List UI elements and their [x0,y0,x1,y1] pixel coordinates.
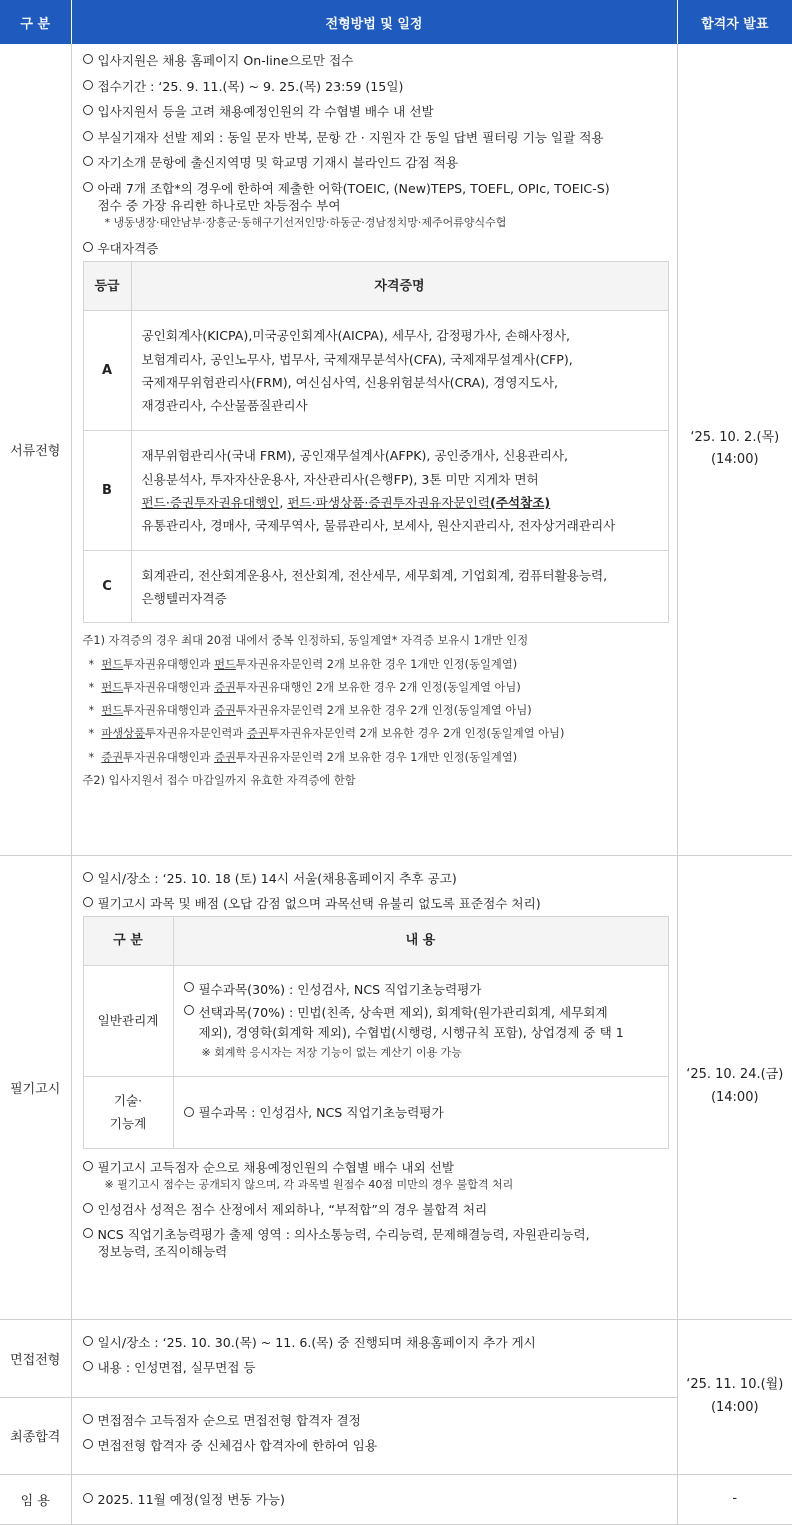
list-item: NCS 직업기초능력평가 출제 영역 : 의사소통능력, 수리능력, 문제해결능력, 자원관리능력, 정보능력, 조직이해능력 [83,1226,666,1260]
interview-final-result: ‘25. 11. 10.(월) (14:00) [677,1319,792,1474]
document-screening-label: 서류전형 [0,44,71,855]
list-item: 접수기간 : ‘25. 9. 11.(목) ~ 9. 25.(목) 23:59 (15일) [83,78,666,95]
list-item: 우대자격증 [83,240,666,257]
circle-bullet-icon [83,897,93,907]
circle-bullet-icon [184,1005,194,1015]
table-row [83,551,668,623]
header-method: 전형방법 및 일정 [71,0,677,44]
cert-header-name: 자격증명 [131,262,668,311]
combo-note: * 파생상품투자권유자문인력과 증권투자권유자문인력 2개 보유한 경우 2개 인정(동일계열 아님) [88,727,565,741]
list-item: 선택과목(70%) : 민법(친족, 상속편 제외), 회계학(원가관리회계, 세무회계 제외), 경영학(회계학 제외), 수협법(시행령, 시행규칙 포함), 상업경제 중 택 1 [184,1003,658,1043]
interview-row [0,1319,792,1397]
circle-bullet-icon [83,1203,93,1213]
appointment-result: - [677,1474,792,1524]
exam-header-content: 내 용 [173,917,668,966]
circle-bullet-icon [83,105,93,115]
document-screening-content [71,44,677,855]
table-row [83,1077,668,1149]
note-2: 주2) 입사지원서 접수 마감일까지 유효한 자격증에 한함 [82,773,356,787]
table-row [83,311,668,431]
cert-header-grade: 등급 [83,262,131,311]
technical-content [173,1077,668,1149]
list-item: 필기고시 과목 및 배점 (오답 감점 없으며 과목선택 유불리 없도록 표준점수 처리) [83,895,666,912]
written-exam-content [71,855,677,1319]
circle-bullet-icon [83,182,93,192]
list-item: 2025. 11월 예정(일정 변동 가능) [83,1491,666,1508]
general-management-label: 일반관리계 [83,966,173,1077]
written-exam-label: 필기고시 [0,855,71,1319]
list-item: 필기고시 고득점자 순으로 채용예정인원의 수협별 배수 내외 선발 [83,1159,666,1176]
circle-bullet-icon [83,872,93,882]
technical-label: 기술· 기능계 [83,1077,173,1149]
written-result: ‘25. 10. 24.(금) (14:00) [677,855,792,1319]
table-row [83,431,668,551]
circle-bullet-icon [83,1228,93,1238]
interview-label: 면접전형 [0,1319,71,1397]
list-item: 내용 : 인성면접, 실무면접 등 [83,1359,666,1376]
circle-bullet-icon [184,1107,194,1117]
circle-bullet-icon [83,80,93,90]
combo-note: * 펀드투자권유대행인과 펀드투자권유자문인력 2개 보유한 경우 1개만 인정(동일계열) [88,657,518,671]
calculator-note: ※ 회계학 응시자는 저장 기능이 없는 계산기 이용 가능 [201,1046,462,1060]
circle-bullet-icon [83,1414,93,1424]
document-result: ‘25. 10. 2.(목) (14:00) [677,44,792,855]
combo-note: * 증권투자권유대행인과 증권투자권유자문인력 2개 보유한 경우 1개만 인정(동일계열) [88,750,518,764]
circle-bullet-icon [83,1361,93,1371]
list-item: 부실기재자 선발 제외 : 동일 문자 반복, 문항 간 · 지원자 간 동일 답변 필터링 기능 일괄 적용 [83,129,666,146]
note-1: 주1) 자격증의 경우 최대 20점 내에서 중복 인정하되, 동일계열* 자격증 보유시 1개만 인정 [82,634,529,648]
list-item: 입사지원서 등을 고려 채용예정인원의 각 수협별 배수 내 선발 [83,103,666,120]
grade-b: B [83,431,131,551]
appointment-row [0,1474,792,1524]
circle-bullet-icon [83,1161,93,1171]
exam-subject-table [83,916,669,1149]
grade-a-certs: 공인회계사(KICPA),미국공인회계사(AICPA), 세무사, 감정평가사, 손해사정사, 보험계리사, 공인노무사, 법무사, 국제재무분석사(CFA), 국제재무설계사(CFP), 국제재무위험관리사(FRM), 여신심사역, 신용위험분석사(CRA), 경영지도사, 재경관리사, 수산물품질관리사 [131,311,668,431]
list-item: 일시/장소 : ‘25. 10. 30.(목) ~ 11. 6.(목) 중 진행되며 채용홈페이지 추가 게시 [83,1334,666,1351]
header-category: 구 분 [0,0,71,44]
final-pass-row [0,1397,792,1474]
list-item: 면접전형 합격자 중 신체검사 합격자에 한하여 임용 [83,1437,666,1454]
circle-bullet-icon [83,131,93,141]
appointment-label: 임 용 [0,1474,71,1524]
final-pass-content [71,1397,677,1474]
list-item: 아래 7개 조합*의 경우에 한하여 제출한 어학(TOEIC, (New)TEPS, TOEFL, OPIc, TOEIC-S) 점수 중 가장 유리한 하나로만 차등점수 부여 [83,180,666,214]
circle-bullet-icon [83,54,93,64]
circle-bullet-icon [83,1336,93,1346]
combo-note: * 펀드투자권유대행인과 증권투자권유대행인 2개 보유한 경우 2개 인정(동일계열 아님) [88,680,521,694]
final-pass-label: 최종합격 [0,1397,71,1474]
header-row [0,0,792,44]
appointment-content [71,1474,677,1524]
list-item: 일시/장소 : ‘25. 10. 18 (토) 14시 서울(채용홈페이지 추후 공고) [83,870,666,887]
written-exam-row [0,855,792,1319]
header-result: 합격자 발표 [677,0,792,44]
circle-bullet-icon [83,242,93,252]
language-note: * 냉동냉장·태안남부·장흥군·동해구기선저인망·하동군·경남정치망·제주어류양식수협 [104,215,507,229]
list-item: 면접점수 고득점자 순으로 면접전형 합격자 결정 [83,1412,666,1429]
circle-bullet-icon [83,156,93,166]
circle-bullet-icon [83,1439,93,1449]
general-management-content [173,966,668,1077]
interview-content [71,1319,677,1397]
grade-c: C [83,551,131,623]
circle-bullet-icon [184,982,194,992]
exam-header-category: 구 분 [83,917,173,966]
circle-bullet-icon [83,1493,93,1503]
list-item: 인성검사 성적은 점수 산정에서 제외하나, “부적합”의 경우 불합격 처리 [83,1201,666,1218]
list-item: 필수과목(30%) : 인성검사, NCS 직업기초능력평가 [184,980,658,1000]
list-item: 자기소개 문항에 출신지역명 및 학교명 기재시 블라인드 감점 적용 [83,154,666,171]
grade-a: A [83,311,131,431]
list-item: 필수과목 : 인성검사, NCS 직업기초능력평가 [184,1101,658,1124]
score-note: ※ 필기고시 점수는 공개되지 않으며, 각 과목별 원점수 40점 미만의 경우 불합격 처리 [104,1178,514,1192]
grade-b-certs: 재무위험관리사(국내 FRM), 공인재무설계사(AFPK), 공인중개사, 신용관리사, 신용분석사, 투자자산운용사, 자산관리사(은행FP), 3톤 미만 지게차 면허 펀드·증권투자권유대행인, 펀드·파생상품·증권투자권유자문인력(주석참조) 유통관리사, 경매사, 국제무역사, 물류관리사, 보세사, 원산지관리사, 전자상거래관리사 [131,431,668,551]
grade-c-certs: 회계관리, 전산회계운용사, 전산회계, 전산세무, 세무회계, 기업회계, 컴퓨터활용능력, 은행텔러자격증 [131,551,668,623]
certificate-table [83,261,669,623]
list-item: 입사지원은 채용 홈페이지 On-line으로만 접수 [83,52,666,69]
table-row [83,966,668,1077]
document-screening-row [0,44,792,855]
combo-note: * 펀드투자권유대행인과 증권투자권유자문인력 2개 보유한 경우 2개 인정(동일계열 아님) [88,704,532,718]
